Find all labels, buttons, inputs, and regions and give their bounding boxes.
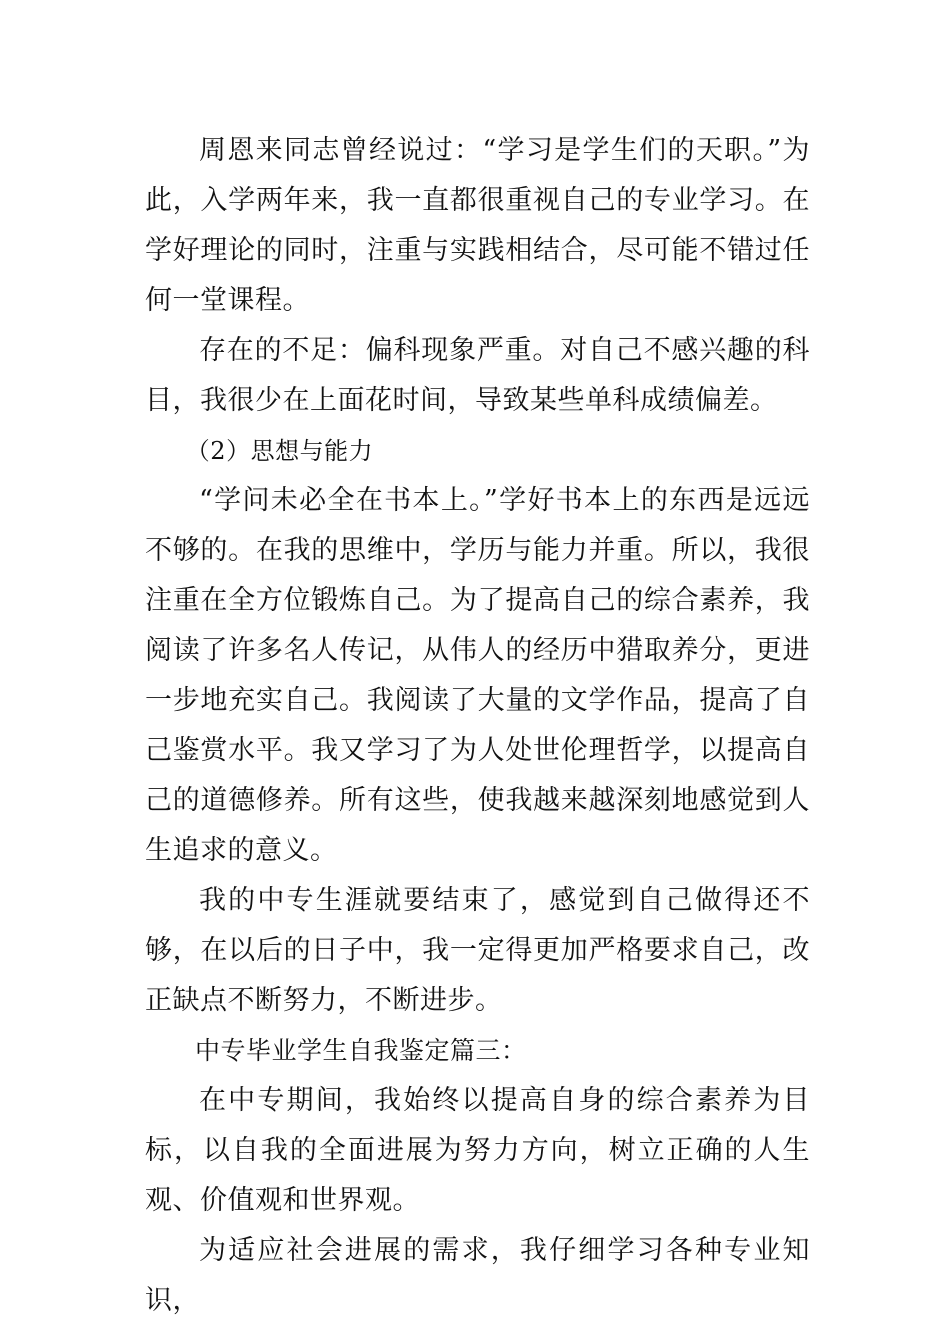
subheading-thought-ability: （2）思想与能力 (185, 437, 374, 465)
paragraph-overall-quality: 在中专期间，我始终以提高自身的综合素养为目标，以自我的全面进展为努力方向，树立正确的人生观、价值观和世界观。 (145, 1085, 810, 1216)
paragraph-social-needs: 为适应社会进展的需求，我仔细学习各种专业知识， (145, 1235, 810, 1316)
paragraph-shortcomings: 存在的不足：偏科现象严重。对自己不感兴趣的科目，我很少在上面花时间，导致某些单科成绩偏差。 (145, 335, 810, 416)
paragraph-study-duty: 周恩来同志曾经说过：“学习是学生们的天职。”为此，入学两年来，我一直都很重视自己的专业学习。在学好理论的同时，注重与实践相结合，尽可能不错过任何一堂课程。 (145, 135, 810, 316)
paragraph-knowledge-ability: “学问未必全在书本上。”学好书本上的东西是远远不够的。在我的思维中，学历与能力并重。所以，我很注重在全方位锻炼自己。为了提高自己的综合素养，我阅读了许多名人传记，从伟人的经历中猎取养分，更进一步地充实自己。我阅读了大量的文学作品，提高了自己鉴赏水平。我又学习了为人处世伦理哲学，以提高自己的道德修养。所有这些，使我越来越深刻地感觉到人生追求的意义。 (145, 485, 810, 866)
section-title-part-three: 中专毕业学生自我鉴定篇三： (195, 1036, 527, 1065)
document-body (145, 126, 810, 1326)
paragraph-career-ending: 我的中专生涯就要结束了，感觉到自己做得还不够，在以后的日子中，我一定得更加严格要求自己，改正缺点不断努力，不断进步。 (145, 885, 810, 1016)
